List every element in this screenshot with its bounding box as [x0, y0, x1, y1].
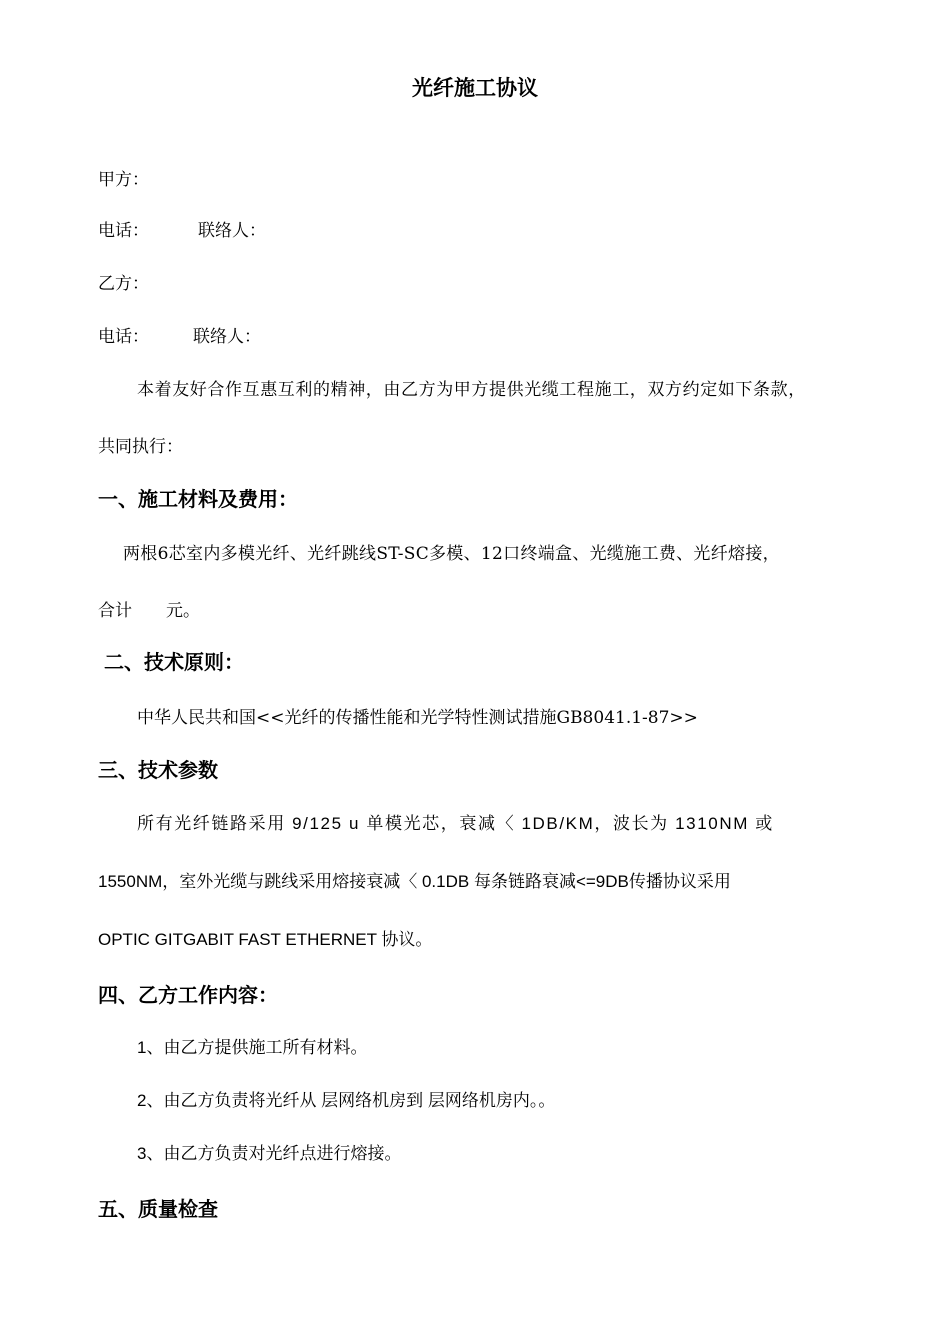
section-4-item-2: 2、由乙方负责将光纤从 层网络机房到 层网络机房内。。 [137, 1091, 556, 1110]
intro-line-2: 共同执行： [98, 437, 183, 457]
party-b-label: 乙方： [98, 274, 149, 294]
section-4-item-3: 3、由乙方负责对光纤点进行熔接。 [137, 1144, 402, 1163]
party-b-phone-label: 电话： [98, 327, 149, 347]
section-2-line-1: 中华人民共和国<<光纤的传播性能和光学特性测试措施GB8041.1-87>> [137, 708, 698, 728]
section-1-heading: 一、施工材料及费用： [98, 487, 298, 511]
section-3-line-2: 1550NM，室外光缆与跳线采用熔接衰减〈 0.1DB 每条链路衰减<=9DB传播协议采用 [98, 872, 731, 891]
intro-line-1: 本着友好合作互惠互利的精神，由乙方为甲方提供光缆工程施工，双方约定如下条款， [137, 380, 806, 400]
section-5-heading: 五、质量检查 [98, 1197, 218, 1221]
party-a-phone-label: 电话： [98, 221, 149, 241]
document-title: 光纤施工协议 [412, 76, 538, 100]
party-a-label: 甲方： [98, 170, 149, 190]
section-3-line-3: OPTIC GITGABIT FAST ETHERNET 协议。 [98, 930, 433, 949]
section-2-heading: 二、技术原则： [104, 650, 244, 674]
party-b-contact-label: 联络人： [193, 327, 261, 347]
section-4-item-1: 1、由乙方提供施工所有材料。 [137, 1038, 368, 1057]
party-a-contact-label: 联络人： [198, 221, 266, 241]
section-1-line-1: 两根6芯室内多模光纤、光纤跳线ST-SC多模、12口终端盒、光缆施工费、光纤熔接， [123, 544, 780, 564]
section-1-total-label: 合计 [98, 601, 132, 621]
section-4-heading: 四、乙方工作内容： [98, 983, 278, 1007]
section-1-total-unit: 元。 [166, 601, 200, 621]
section-3-line-1: 所有光纤链路采用 9/125 u 单模光芯，衰减〈 1DB/KM，波长为 1310NM 或 [137, 814, 774, 833]
section-3-heading: 三、技术参数 [98, 758, 218, 782]
